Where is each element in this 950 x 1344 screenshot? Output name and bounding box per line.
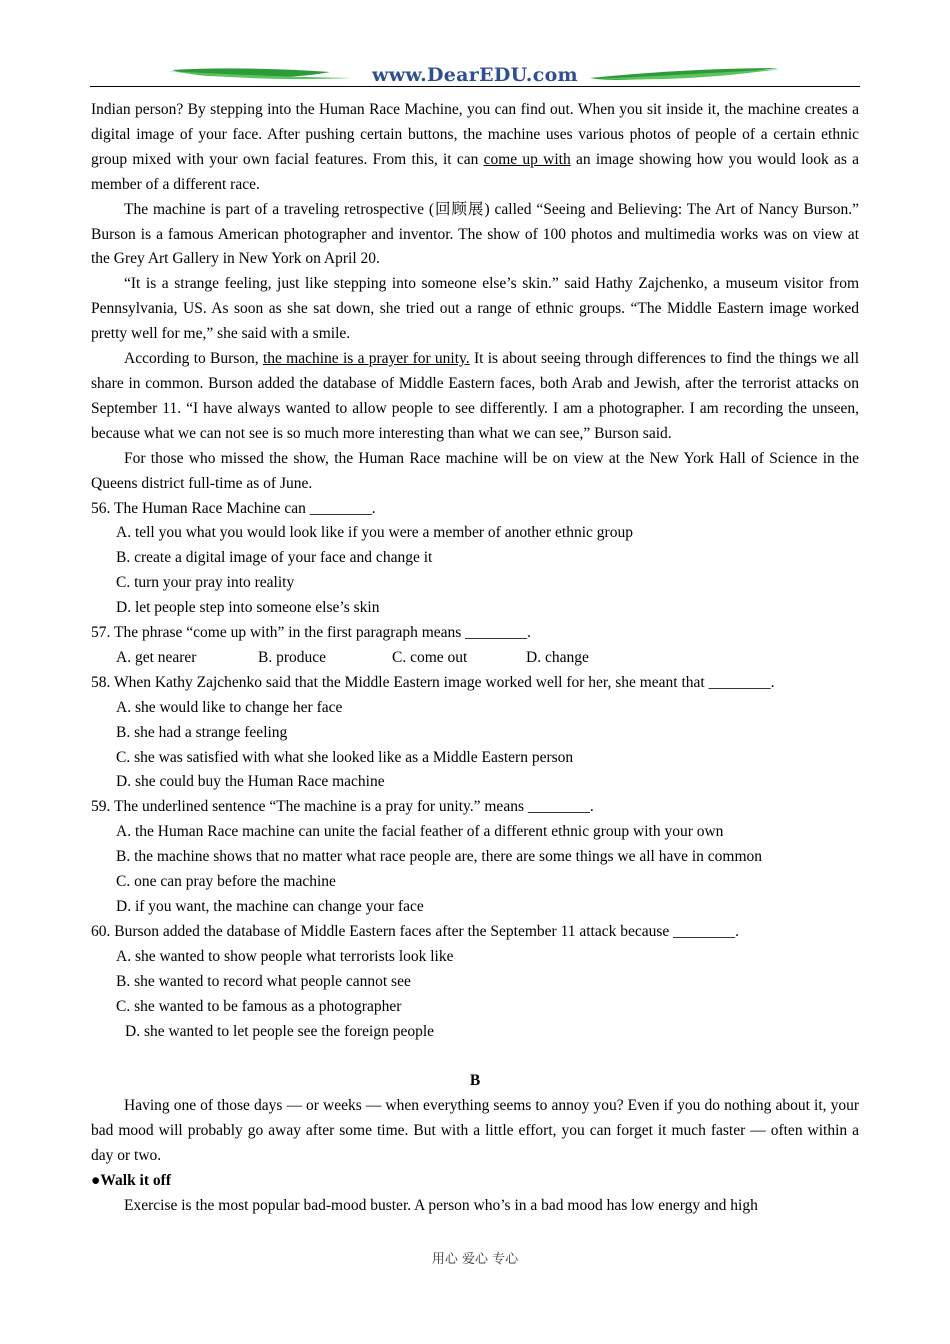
page-header xyxy=(90,62,860,92)
page-footer: 用心 爱心 专心 xyxy=(431,1252,519,1267)
question-56-stem: 56. The Human Race Machine can ________. xyxy=(91,499,376,517)
question-57-stem: 57. The phrase “come up with” in the first paragraph means ________. xyxy=(91,624,532,642)
question-56-option-d: D. let people step into someone else’s skin xyxy=(116,599,380,617)
question-60-stem: 60. Burson added the database of Middle Eastern faces after the September 11 attack because ________. xyxy=(91,922,740,940)
passage-a-paragraph-2: The machine is part of a traveling retrospective (回顾展) called “Seeing and Believing: The Art of Nancy Burson.” Burson is a famous American photographer and inventor. The show of 100 photos and multimedia works was on view at the Grey Art Gallery in New York on April 20. xyxy=(91,200,859,268)
question-58-option-c: C. she was satisfied with what she looked like as a Middle Eastern person xyxy=(116,748,574,766)
question-57-option-c: C. come out xyxy=(392,648,468,666)
question-59-option-c: C. one can pray before the machine xyxy=(116,873,336,891)
passage-a-paragraph-5: For those who missed the show, the Human Race machine will be on view at the New York Hall of Science in the Queens district full-time as of June. xyxy=(91,449,859,492)
question-60-option-d: D. she wanted to let people see the foreign people xyxy=(125,1022,435,1040)
question-57-option-d: D. change xyxy=(526,648,589,666)
question-58-stem: 58. When Kathy Zajchenko said that the Middle Eastern image worked well for her, she meant that ________. xyxy=(91,673,775,691)
header-divider xyxy=(90,86,860,87)
question-57-options xyxy=(116,646,859,671)
text-run: an image showing how you would look as a member of a different race. xyxy=(91,150,860,193)
passage-b-paragraph: Exercise is the most popular bad-mood buster. A person who’s in a bad mood has low energy and high xyxy=(124,1196,758,1214)
question-56-option-b: B. create a digital image of your face and change it xyxy=(116,549,433,567)
text-run: It is about seeing through differences to find the things we all share in common. Burson added the database of Middle Eastern faces, both Arab and Jewish, after the terrorist attacks on September 11. “I have always wanted to allow people to see differently. I am a photographer. I am recording the unseen, because what we can not see is so much more interesting than what we can see,” Burson said. xyxy=(91,350,860,442)
text-run: According to Burson, xyxy=(124,350,263,368)
document-body xyxy=(91,98,859,1219)
question-60-option-b: B. she wanted to record what people cannot see xyxy=(116,972,411,990)
passage-a-paragraph-4 xyxy=(91,347,859,447)
question-59-option-a: A. the Human Race machine can unite the facial feather of a different ethnic group with your own xyxy=(116,823,724,841)
site-logo-text: www.DearEDU.com xyxy=(372,64,578,86)
question-59-option-d: D. if you want, the machine can change your face xyxy=(116,898,424,915)
spacer xyxy=(91,1044,859,1069)
question-59-option-b: B. the machine shows that no matter what race people are, there are some things we all have in common xyxy=(116,848,763,866)
passage-b-intro: Having one of those days — or weeks — when everything seems to annoy you? Even if you do nothing about it, your bad mood will probably go away after some time. But with a little effort, you can forget it much faster — often within a day or two. xyxy=(91,1097,859,1165)
passage-a-paragraph-3: “It is a strange feeling, just like stepping into someone else’s skin.” said Hathy Zajchenko, a museum visitor from Pennsylvania, US. As soon as she sat down, she tried out a range of ethnic groups. “The Middle Eastern image worked pretty well for me,” she said with a smile. xyxy=(91,275,859,343)
question-58-option-a: A. she would like to change her face xyxy=(116,698,343,716)
question-57-option-a: A. get nearer xyxy=(116,648,197,666)
underlined-phrase: come up with xyxy=(483,150,571,168)
question-56-option-a: A. tell you what you would look like if you were a member of another ethnic group xyxy=(116,524,633,542)
question-60-option-c: C. she wanted to be famous as a photographer xyxy=(116,997,402,1015)
passage-a-paragraph-1 xyxy=(91,98,859,198)
text-run: Indian person? By stepping into the Human Race Machine, you can find out. When you sit inside it, the machine creates a digital image of your face. After pushing certain buttons, the machine uses various photos of people of a certain ethnic group mixed with your own facial features. From this, it can xyxy=(91,101,859,168)
question-57-option-b: B. produce xyxy=(258,648,327,666)
question-60-option-a: A. she wanted to show people what terrorists look like xyxy=(116,947,454,965)
section-label-b: B xyxy=(469,1072,481,1090)
question-59-stem: 59. The underlined sentence “The machine is a pray for unity.” means ________. xyxy=(91,798,594,816)
question-56-option-c: C. turn your pray into reality xyxy=(116,574,295,592)
question-58-option-d: D. she could buy the Human Race machine xyxy=(116,773,385,791)
passage-b-subheading: ●Walk it off xyxy=(91,1171,171,1189)
underlined-sentence: the machine is a prayer for unity. xyxy=(262,350,470,368)
question-58-option-b: B. she had a strange feeling xyxy=(116,723,288,741)
